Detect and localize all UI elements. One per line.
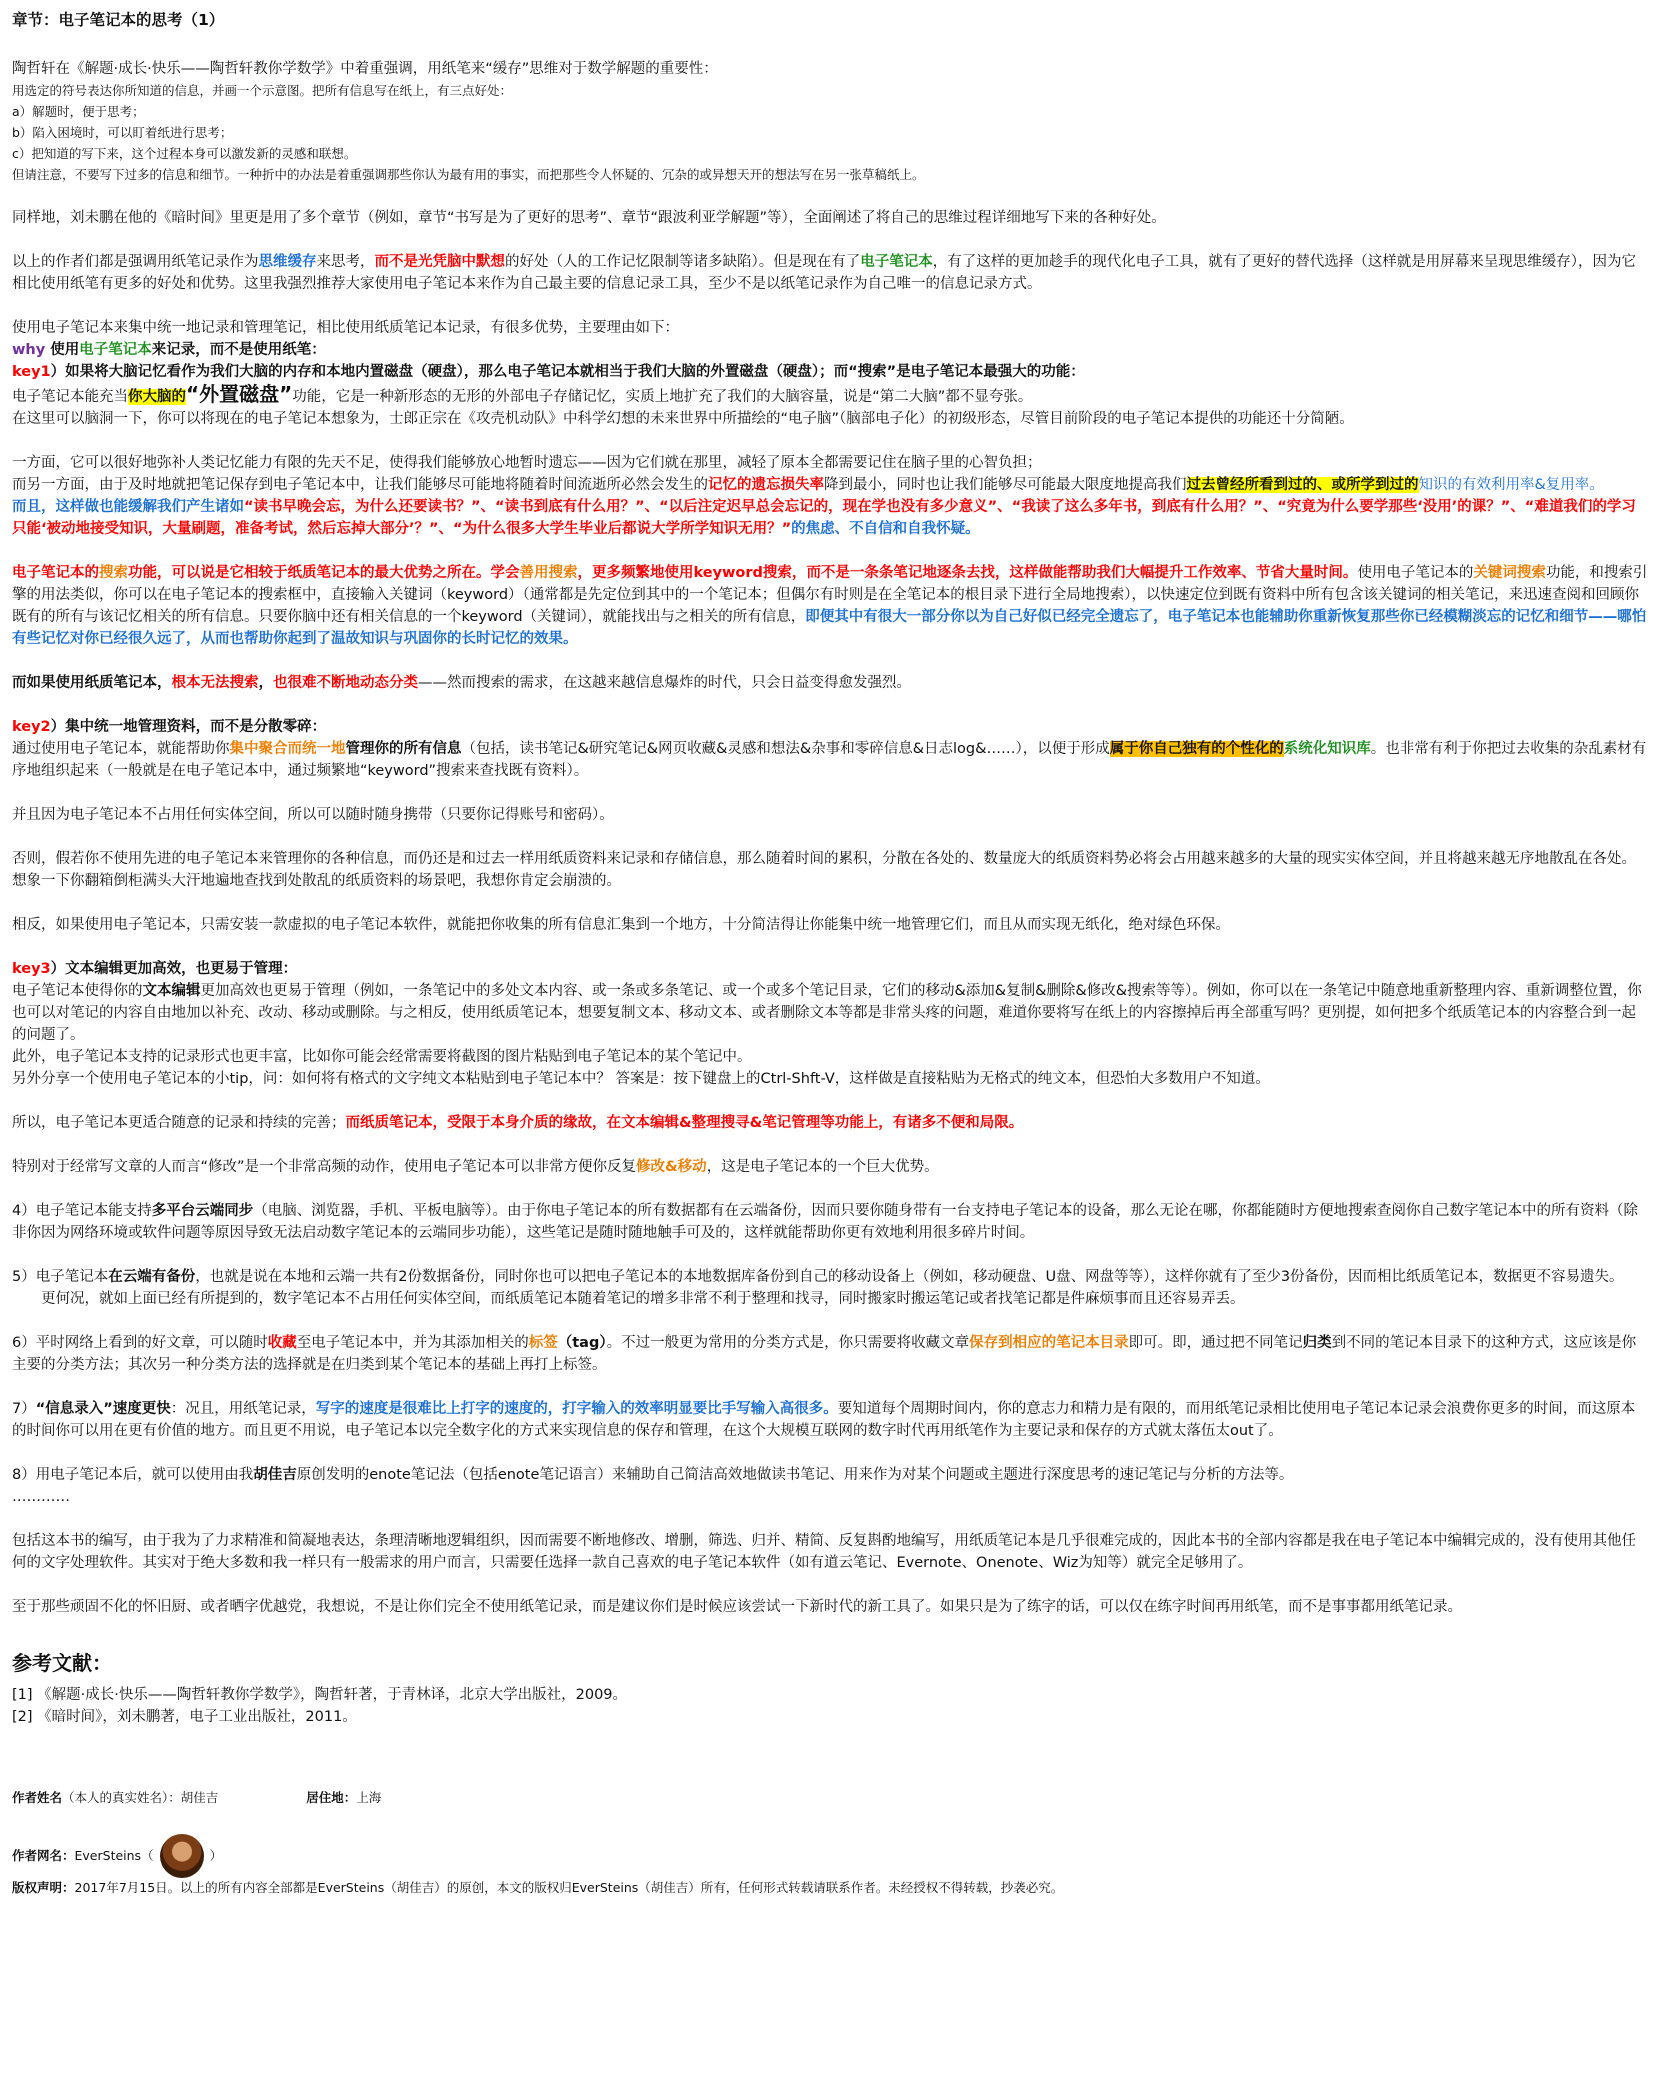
key2-para-b: 并且因为电子笔记本不占用任何实体空间，所以可以随时随身携带（只要你记得账号和密码）。 — [12, 807, 614, 823]
text: 更加高效也更易于管理（例如，一条笔记中的多处文本内容、或一条或多条笔记、或一个或多个笔记目录，它们的移动&添加&复制&删除&修改&搜索等等）。例如，你可以在一条笔记中随意地重新整理内容、重新调整位置，你也可以对笔记的内容自由地加以补充、改动、移动或删除。与之相反，使用纸质笔记本，想要复制文本、移动文本、或者删除文本等都是非常头疼的问题，难道你要将写在纸上的内容擦掉后再全部重写吗？更别提，如何把多个纸质笔记本的内容整合到一起的问题了。 — [12, 983, 1642, 1043]
key1-memory-3 — [12, 496, 1648, 540]
point-6 — [12, 1332, 1648, 1376]
text-highlight: 管理你的所有信息 — [345, 741, 462, 757]
why-lead: 使用电子笔记本来集中统一地记录和管理笔记，相比使用纸质笔记本记录，有很多优势，主要理由如下： — [12, 320, 679, 336]
location-value: 上海 — [356, 1790, 382, 1805]
text: ，有了这样的更加趁手的现代化电子工具，就有了更好的替代选择（这样就是用屏幕来呈现思维缓存），因为它相比使用纸笔有更多的好处和优势。这里我强烈推荐大家使用电子笔记本来作为自己最主要的信息记录工具，至少不是以纸笔记录作为自己唯一的信息记录方式。 — [12, 254, 1636, 292]
intro-line: 用选定的符号表达你所知道的信息，并画一个示意图。把所有信息写在纸上，有三点好处： — [12, 83, 513, 98]
point-7 — [12, 1398, 1648, 1442]
text: ——然而搜索的需求，在这越来越信息爆炸的时代，只会日益变得愈发强烈。 — [418, 675, 911, 691]
text: 6）平时网络上看到的好文章，可以随时 — [12, 1335, 268, 1351]
text: 来记录，而不是使用纸笔： — [151, 342, 326, 358]
reference-1: [1] 《解题·成长·快乐——陶哲轩教你学数学》，陶哲轩著，于青林译，北京大学出版社，2009。 — [12, 1687, 628, 1703]
key3-para-b: 此外，电子笔记本支持的记录形式也更丰富，比如你可能会经常需要将截图的图片粘贴到电子笔记本的某个笔记中。 — [12, 1049, 752, 1065]
avatar-icon — [160, 1834, 204, 1878]
text: 通过使用电子笔记本，就能帮助你 — [12, 741, 230, 757]
key1-heading — [12, 361, 1648, 383]
text: 电子笔记本能充当 — [12, 389, 128, 405]
text: ，更多频繁地使用keyword搜索， — [577, 565, 807, 581]
point-5 — [12, 1266, 1648, 1288]
text-highlight: 过去曾经所看到过的、或所学到过的 — [1186, 477, 1419, 493]
key2-heading — [12, 716, 1648, 738]
key1-search — [12, 562, 1648, 650]
text: 而且，这样做也能缓解我们产生诸如 — [12, 499, 244, 515]
copyright-label: 版权声明： — [12, 1880, 75, 1895]
key3-para-e — [12, 1156, 1648, 1178]
text: ）集中统一地管理资料，而不是分散零碎： — [50, 719, 327, 735]
key-label: key2 — [12, 719, 51, 735]
text-highlight: 归类 — [1302, 1335, 1332, 1351]
text: 以上的作者们都是强调用纸笔记录作为 — [12, 254, 259, 270]
text: 使用 — [45, 342, 80, 358]
key3-para-c: 另外分享一个使用电子笔记本的小tip，问：如何将有格式的文字纯文本粘贴到电子笔记本中？ 答案是：按下键盘上的Ctrl-Shft-V，这样做是直接粘贴为无格式的纯文本，但恐怕大多数用户不知道。 — [12, 1071, 1270, 1087]
text-highlight: 善用搜索 — [519, 565, 578, 581]
text: 5）电子笔记本 — [12, 1269, 109, 1285]
text: 而如果使用纸质笔记本， — [12, 675, 172, 691]
key1-line1 — [12, 383, 1648, 408]
point-8 — [12, 1464, 1648, 1486]
text-highlight: 你大脑的 — [128, 389, 186, 405]
text-highlight: 写字的速度是很难比上打字的速度的，打字输入的效率明显要比手写输入高很多。 — [315, 1401, 838, 1417]
text-highlight: 记忆的遗忘损失率 — [708, 477, 824, 493]
text-highlight: 而不是一条条笔记地逐条去找 — [806, 565, 995, 581]
text-highlight: 胡佳吉 — [253, 1467, 297, 1483]
text: ，这样做能帮助我们大幅提升工作效率、节省大量时间。 — [994, 565, 1358, 581]
author-name-label: 作者姓名 — [12, 1790, 63, 1805]
key1-memory-1: 一方面，它可以很好地弥补人类记忆能力有限的先天不足，使得我们能够放心地暂时遗忘——因为它们就在那里，减轻了原本全都需要记住在脑子里的心智负担； — [12, 455, 1042, 471]
text: 的焦虑、不自信和自我怀疑。 — [791, 521, 980, 537]
text: 。不过一般更为常用的分类方式是，你只需要将收藏文章 — [606, 1335, 970, 1351]
key2-para-a — [12, 738, 1648, 782]
text: 即可。即，通过把不同笔记 — [1128, 1335, 1303, 1351]
net-name-label: 作者网名： — [12, 1848, 75, 1863]
net-name-close: ） — [209, 1848, 223, 1863]
text-highlight: 电子笔记本 — [79, 342, 152, 358]
text: （包括，读书笔记&研究笔记&网页收藏&灵感和想法&杂事和零碎信息&日志log&……），以便于形成 — [461, 741, 1110, 757]
text-highlight: 属于你自己独有的个性化的 — [1109, 741, 1284, 757]
document — [12, 8, 1648, 1898]
paragraph-liu: 同样地，刘未鹏在他的《暗时间》里更是用了多个章节（例如，章节“书写是为了更好的思考”、章节“跟波利亚学解题”等），全面阐述了将自己的思维过程详细地写下来的各种好处。 — [12, 210, 1166, 226]
text: 的好处（人的工作记忆限制等诸多缺陷）。但是现在有了 — [505, 254, 861, 270]
text: 功能，它是一种新形态的无形的外部电子存储记忆，实质上地扩充了我们的大脑容量，说是“第二大脑”都不显夸张。 — [292, 389, 1033, 405]
text-highlight: 标签 — [528, 1335, 558, 1351]
text: 功能，可以说是它相较于纸质笔记本的最大优势之所在。学会 — [128, 565, 520, 581]
text: 电子笔记本使得你的 — [12, 983, 143, 999]
key1-memory-2 — [12, 474, 1648, 496]
text: 8）用电子笔记本后，就可以使用由我 — [12, 1467, 254, 1483]
text-highlight: （tag） — [557, 1335, 607, 1351]
text: 要知道每个周期时间内，你的意志力和精力是有限的，而用纸笔记录相比使用电子笔记本记录会浪费你更多的时间，而这原本的时间你可以用在更有价值的地方。而且更不用说，电子笔记本以完全数字化的方式来实现信息的保存和管理，在这个大规模互联网的数字时代再用纸笔作为主要记录和保存的方式就太落伍太out了。 — [12, 1401, 1636, 1439]
paragraph-book: 包括这本书的编写，由于我为了力求精准和简凝地表达，条理清晰地逻辑组织，因而需要不断地修改、增删，筛选、归并、精简、反复斟酌地编写，用纸质笔记本是几乎很难完成的，因此本书的全部内容都是我在电子笔记本中编辑完成的，没有使用其他任何的文字处理软件。其实对于绝大多数和我一样只有一般需求的用户而言，只需要任选择一款自己喜欢的电子笔记本软件（如有道云笔记、Evernote、Onenote、Wiz为知等）就完全足够用了。 — [12, 1533, 1636, 1571]
copyright-value: 2017年7月15日。以上的所有内容全部都是EverSteins（胡佳吉）的原创，本文的版权归EverSteins（胡佳吉）所有，任何形式转载请联系作者。未经授权不得转载，抄袭必究。 — [74, 1880, 1064, 1895]
text: 4）电子笔记本能支持 — [12, 1203, 152, 1219]
text: ）文本编辑更加高效，也更易于管理： — [50, 961, 298, 977]
intro-item-a: a）解题时，便于思考； — [12, 104, 145, 119]
text: 来思考， — [316, 254, 375, 270]
references-title: 参考文献： — [12, 1651, 112, 1675]
key1-paper — [12, 672, 1648, 694]
text: 电子笔记本的 — [12, 565, 99, 581]
text-highlight: 收藏 — [267, 1335, 297, 1351]
footer-author-row — [12, 1788, 1648, 1808]
intro-section — [12, 58, 1648, 185]
text-highlight: “信息录入”速度更快 — [35, 1401, 171, 1417]
text: 降到最小，同时也让我们能够尽可能最大限度地提高我们 — [824, 477, 1187, 493]
text-highlight: 根本无法搜索 — [171, 675, 259, 691]
text-highlight: 文本编辑 — [142, 983, 201, 999]
text: 特别对于经常写文章的人而言“修改”是一个非常高频的动作，使用电子笔记本可以非常方便你反复 — [12, 1159, 637, 1175]
key3-para-d — [12, 1112, 1648, 1134]
author-name-value: （本人的真实姓名）：胡佳吉 — [62, 1790, 219, 1805]
text: ，这是电子笔记本的一个巨大优势。 — [706, 1159, 939, 1175]
key1-line2: 在这里可以脑洞一下，你可以将现在的电子笔记本想象为，士郎正宗在《攻壳机动队》中科学幻想的未来世界中所描绘的“电子脑”（脑部电子化）的初级形态，尽管目前阶段的电子笔记本提供的功能还十分简陋。 — [12, 411, 1354, 427]
text-highlight: 修改&移动 — [636, 1159, 707, 1175]
text: ：况且，用纸笔记录， — [170, 1401, 316, 1417]
text: 功能，和搜索引擎的用法类似，你可以在电子笔记本的搜索框中，直接输入关键词（keyword）（通常都是先定位到其中的一个笔记本；但偶尔有时则是在全笔记本的根目录下进行全局地搜索），以快速定位到既有资料中所有包含该关键词的相关笔记，来迅速查阅和回顾你既有的所有与该记忆相关的所有信息。只要你脑中还有相关信息的一个keyword（关键词），就能找出与之相关的所有信息， — [12, 565, 1648, 625]
text-highlight: 多平台云端同步 — [151, 1203, 254, 1219]
text-highlight: 知识的有效利用率&复用率。 — [1418, 477, 1604, 493]
intro-item-b: b）陷入困境时，可以盯着纸进行思考； — [12, 125, 233, 140]
text: 7） — [12, 1401, 36, 1417]
footer-copyright — [12, 1878, 1648, 1898]
key-label: key1 — [12, 364, 51, 380]
key2-para-c: 否则，假若你不使用先进的电子笔记本来管理你的各种信息，而仍还是和过去一样用纸质资料来记录和存储信息，那么随着时间的累积，分散在各处的、数量庞大的纸质资料势必将会占用越来越多的大量的现实实体空间，并且将越来越无序地散乱在各处。想象一下你翻箱倒柜满头大汗地遍地查找到处散乱的纸质资料的场景吧，我想你肯定会崩溃的。 — [12, 851, 1636, 889]
footer-net-row — [12, 1834, 1648, 1878]
text-highlight: 保存到相应的笔记本目录 — [969, 1335, 1129, 1351]
location-label: 居住地： — [306, 1790, 357, 1805]
text-highlight: 即便其中有很大一部分你以为自己好似已经完全遗忘了，电子笔记本也能辅助你重新恢复那些你已经模糊淡忘的记忆和细节——哪怕有些记忆对你已经很久远了，从而也帮助你起到了温故知识与巩固你的长时记忆的效果。 — [12, 609, 1647, 647]
chapter-title: 章节：电子笔记本的思考（1） — [12, 11, 225, 29]
reference-2: [2] 《暗时间》，刘未鹏著，电子工业出版社，2011。 — [12, 1709, 357, 1725]
text-highlight: 在云端有备份 — [108, 1269, 196, 1285]
point-5-more: 更何况，就如上面已经有所提到的，数字笔记本不占用任何实体空间，而纸质笔记本随着笔记的增多非常不利于整理和找寻，同时搬家时搬运笔记或者找笔记都是件麻烦事而且还容易弄丢。 — [41, 1291, 1245, 1307]
intro-note: 但请注意，不要写下过多的信息和细节。一种折中的办法是着重强调那些你认为最有用的事实，而把那些令人怀疑的、冗杂的或异想天开的想法写在另一张草稿纸上。 — [12, 167, 925, 182]
text-highlight: 电子笔记本 — [860, 254, 933, 270]
text: 至电子笔记本中，并为其添加相关的 — [296, 1335, 529, 1351]
text: 所以，电子笔记本更适合随意的记录和持续的完善； — [12, 1115, 346, 1131]
net-name-value: EverSteins（ — [74, 1848, 154, 1863]
key3-para-a — [12, 980, 1648, 1046]
text-highlight: 集中聚合而统一地 — [229, 741, 346, 757]
text: 而另一方面，由于及时地就把笔记保存到电子笔记本中，让我们能够尽可能地将随着时间流逝所必然会发生的 — [12, 477, 708, 493]
text: 原创发明的enote笔记法（包括enote笔记语言）来辅助自己简洁高效地做读书笔记、用来作为对某个问题或主题进行深度思考的速记笔记与分析的方法等。 — [296, 1467, 1294, 1483]
text-highlight: 而纸质笔记本，受限于本身介质的缘故，在文本编辑&整理搜寻&笔记管理等功能上，有诸多不便和局限。 — [345, 1115, 1024, 1131]
paragraph-authors — [12, 251, 1648, 295]
text-emphasis: “外置磁盘” — [186, 382, 293, 406]
why-heading — [12, 339, 1648, 361]
text: 。也非常有利于你把过去收集的杂乱素材有序地组织起来（一般就是在电子笔记本中，通过频繁地“keyword”搜索来查找既有资料）。 — [12, 741, 1647, 779]
text-highlight: 系统化知识库 — [1283, 741, 1371, 757]
text: 到不同的笔记本目录下的这种方式，这应该是你主要的分类方法；其次另一种分类方法的选择就是在归类到某个笔记本的基础上再打上标签。 — [12, 1335, 1637, 1373]
text-highlight: “读书早晚会忘，为什么还要读书？”、“读书到底有什么用？”、“以后注定迟早总会忘记的，现在学也没有多少意义”、“我读了这么多年书，到底有什么用？”、“究竟为什么要学那些‘没用’的课？”、“难道我们的学习只能‘被动地接受知识，大量刷题，准备考试，然后忘掉大部分’？”、“为什么很多大学生毕业后都说大学所学知识无用？” — [12, 499, 1636, 537]
why-label: why — [12, 342, 46, 358]
text-highlight: 而不是光凭脑中默想 — [374, 254, 505, 270]
text: ，也就是说在本地和云端一共有2份数据备份，同时你也可以把电子笔记本的本地数据库备份到自己的移动设备上（例如，移动硬盘、U盘、网盘等等），这样你就有了至少3份备份，因而相比纸质笔记本，数据更不容易遗失。 — [195, 1269, 1624, 1285]
ellipsis: ………… — [12, 1489, 70, 1505]
text-highlight: 关键词搜索 — [1473, 565, 1546, 581]
key3-heading — [12, 958, 1648, 980]
key2-para-d: 相反，如果使用电子笔记本，只需安装一款虚拟的电子笔记本软件，就能把你收集的所有信息汇集到一个地方，十分简洁得让你能集中统一地管理它们，而且从而实现无纸化，绝对绿色环保。 — [12, 917, 1230, 933]
key-label: key3 — [12, 961, 51, 977]
point-4 — [12, 1200, 1648, 1244]
intro-item-c: c）把知道的写下来，这个过程本身可以激发新的灵感和联想。 — [12, 146, 357, 161]
text: ）如果将大脑记忆看作为我们大脑的内存和本地内置磁盘（硬盘），那么电子笔记本就相当于我们大脑的外置磁盘（硬盘）；而“搜索”是电子笔记本最强大的功能： — [50, 364, 1085, 380]
text: ， — [258, 675, 273, 691]
intro-lead: 陶哲轩在《解题·成长·快乐——陶哲轩教你学数学》中着重强调，用纸笔来“缓存”思维对于数学解题的重要性： — [12, 61, 718, 77]
text-highlight: 也很难不断地动态分类 — [273, 675, 418, 691]
paragraph-old: 至于那些顽固不化的怀旧厨、或者晒字优越党，我想说，不是让你们完全不使用纸笔记录，而是建议你们是时候应该尝试一下新时代的新工具了。如果只是为了练字的话，可以仅在练字时间再用纸笔，而不是事事都用纸笔记录。 — [12, 1599, 1462, 1615]
text: （电脑、浏览器，手机、平板电脑等）。由于你电子笔记本的所有数据都有在云端备份，因而只要你随身带有一台支持电子笔记本的设备，那么无论在哪，你都能随时方便地搜索查阅你自己数字笔记本中的所有资料（除非你因为网络环境或软件问题等原因导致无法启动数字笔记本的云端同步功能），这些笔记是随时随地触手可及的，这样就能帮助你更有效地利用很多碎片时间。 — [12, 1203, 1638, 1241]
text-highlight: 搜索 — [99, 565, 128, 581]
text-highlight: 思维缓存 — [258, 254, 317, 270]
text: 使用电子笔记本的 — [1357, 565, 1474, 581]
